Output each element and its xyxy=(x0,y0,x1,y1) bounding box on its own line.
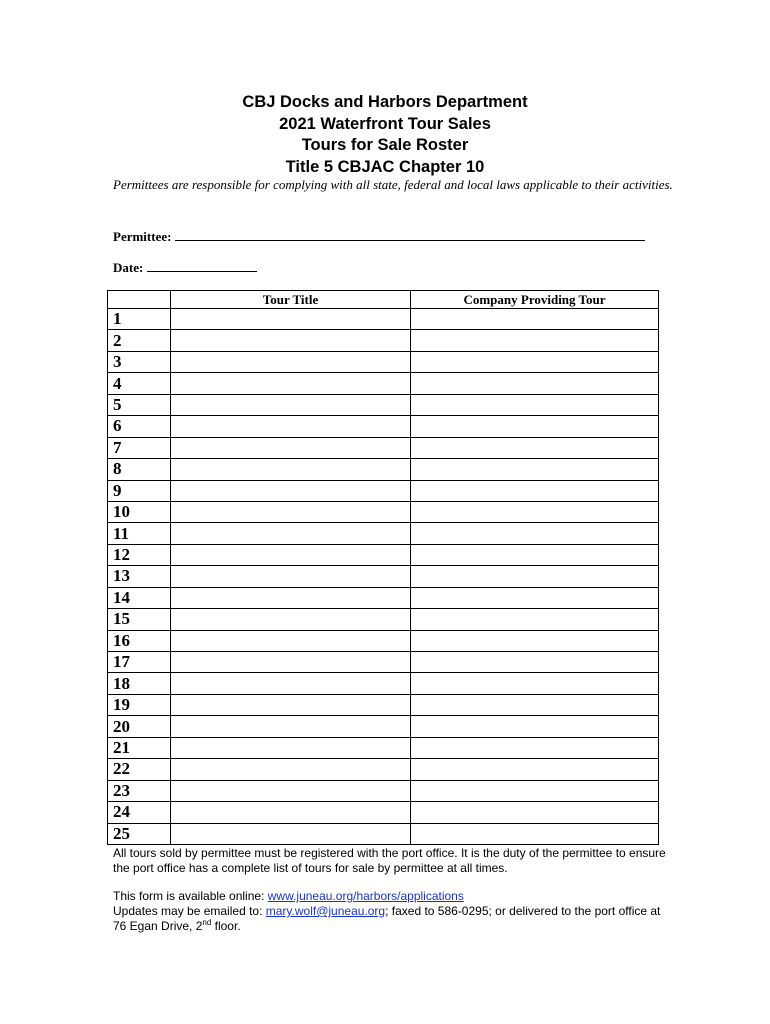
company-cell[interactable] xyxy=(411,802,659,823)
company-cell[interactable] xyxy=(411,566,659,587)
date-field xyxy=(113,260,257,276)
email-line xyxy=(113,904,673,934)
table-row xyxy=(108,587,659,608)
company-cell[interactable] xyxy=(411,587,659,608)
company-cell[interactable] xyxy=(411,780,659,801)
table-row xyxy=(108,330,659,351)
company-cell[interactable] xyxy=(411,351,659,372)
table-row xyxy=(108,394,659,415)
company-cell[interactable] xyxy=(411,630,659,651)
table-row xyxy=(108,309,659,330)
tour-title-cell[interactable] xyxy=(171,373,411,394)
company-cell[interactable] xyxy=(411,373,659,394)
row-number: 25 xyxy=(108,823,171,844)
table-row xyxy=(108,716,659,737)
row-number: 8 xyxy=(108,459,171,480)
tour-title-cell[interactable] xyxy=(171,673,411,694)
tour-title-cell[interactable] xyxy=(171,437,411,458)
company-cell[interactable] xyxy=(411,394,659,415)
company-cell[interactable] xyxy=(411,523,659,544)
row-number: 17 xyxy=(108,652,171,673)
email-suffix: ; faxed to 586-0295; or delivered to the port office at 76 Egan Drive, 2 xyxy=(113,904,661,933)
company-cell[interactable] xyxy=(411,544,659,565)
registration-notice: All tours sold by permittee must be registered with the port office. It is the duty of the permittee to ensure the port office has a complete list of tours for sale by permittee at all times. xyxy=(113,846,666,875)
tour-title-cell[interactable] xyxy=(171,501,411,522)
tour-title-cell[interactable] xyxy=(171,480,411,501)
table-row xyxy=(108,609,659,630)
table-header-row xyxy=(108,291,659,309)
permittee-label: Permittee: xyxy=(113,229,172,244)
row-number: 14 xyxy=(108,587,171,608)
tour-title-cell[interactable] xyxy=(171,759,411,780)
row-number: 23 xyxy=(108,780,171,801)
permittee-field xyxy=(113,229,645,245)
table-row xyxy=(108,544,659,565)
company-cell[interactable] xyxy=(411,501,659,522)
row-number: 16 xyxy=(108,630,171,651)
company-cell[interactable] xyxy=(411,416,659,437)
company-cell[interactable] xyxy=(411,609,659,630)
tour-title-cell[interactable] xyxy=(171,544,411,565)
company-cell[interactable] xyxy=(411,437,659,458)
company-cell[interactable] xyxy=(411,823,659,844)
row-number: 13 xyxy=(108,566,171,587)
company-cell[interactable] xyxy=(411,759,659,780)
tour-title-cell[interactable] xyxy=(171,459,411,480)
row-number: 7 xyxy=(108,437,171,458)
tour-title-cell[interactable] xyxy=(171,737,411,758)
row-number: 4 xyxy=(108,373,171,394)
tour-title-cell[interactable] xyxy=(171,694,411,715)
tour-title-cell[interactable] xyxy=(171,309,411,330)
date-blank-line[interactable] xyxy=(147,260,257,272)
company-cell[interactable] xyxy=(411,309,659,330)
tour-title-cell[interactable] xyxy=(171,394,411,415)
table-row xyxy=(108,523,659,544)
title-line-department: CBJ Docks and Harbors Department xyxy=(242,93,528,111)
column-header-tour-title: Tour Title xyxy=(171,291,411,309)
company-cell[interactable] xyxy=(411,652,659,673)
tour-title-cell[interactable] xyxy=(171,587,411,608)
table-row xyxy=(108,759,659,780)
row-number: 6 xyxy=(108,416,171,437)
column-header-company: Company Providing Tour xyxy=(411,291,659,309)
tour-title-cell[interactable] xyxy=(171,802,411,823)
row-number: 2 xyxy=(108,330,171,351)
floor-suffix: floor. xyxy=(211,919,241,933)
row-number: 22 xyxy=(108,759,171,780)
company-cell[interactable] xyxy=(411,716,659,737)
company-cell[interactable] xyxy=(411,737,659,758)
contact-info xyxy=(113,889,673,934)
row-number: 9 xyxy=(108,480,171,501)
tour-title-cell[interactable] xyxy=(171,523,411,544)
tour-title-cell[interactable] xyxy=(171,716,411,737)
tour-title-cell[interactable] xyxy=(171,566,411,587)
row-number: 12 xyxy=(108,544,171,565)
company-cell[interactable] xyxy=(411,673,659,694)
table-row xyxy=(108,373,659,394)
table-row xyxy=(108,673,659,694)
roster-table xyxy=(107,290,659,845)
table-row xyxy=(108,652,659,673)
tour-title-cell[interactable] xyxy=(171,351,411,372)
table-row xyxy=(108,501,659,522)
online-line xyxy=(113,889,673,904)
date-label: Date: xyxy=(113,260,144,275)
row-number: 19 xyxy=(108,694,171,715)
row-number: 1 xyxy=(108,309,171,330)
online-prefix: This form is available online: xyxy=(113,889,268,903)
title-line-roster: Tours for Sale Roster xyxy=(301,136,469,154)
email-prefix: Updates may be emailed to: xyxy=(113,904,266,918)
table-row xyxy=(108,694,659,715)
table-row xyxy=(108,737,659,758)
permittee-blank-line[interactable] xyxy=(175,229,645,241)
document-title xyxy=(0,92,770,178)
company-cell[interactable] xyxy=(411,480,659,501)
table-row xyxy=(108,802,659,823)
table-row xyxy=(108,823,659,844)
title-line-chapter: Title 5 CBJAC Chapter 10 xyxy=(285,157,485,176)
table-row xyxy=(108,437,659,458)
table-row xyxy=(108,566,659,587)
email-link[interactable]: mary.wolf@juneau.org xyxy=(265,904,386,918)
row-number: 15 xyxy=(108,609,171,630)
table-row xyxy=(108,480,659,501)
row-number: 20 xyxy=(108,716,171,737)
tour-title-cell[interactable] xyxy=(171,652,411,673)
row-number: 18 xyxy=(108,673,171,694)
tour-title-cell[interactable] xyxy=(171,416,411,437)
intro-text: Permittees are responsible for complying with all state, federal and local laws applicable to their activities. xyxy=(113,177,673,192)
company-cell[interactable] xyxy=(411,694,659,715)
tour-title-cell[interactable] xyxy=(171,630,411,651)
table-row xyxy=(108,780,659,801)
tour-title-cell[interactable] xyxy=(171,609,411,630)
row-number: 5 xyxy=(108,394,171,415)
company-cell[interactable] xyxy=(411,459,659,480)
table-row xyxy=(108,630,659,651)
tour-title-cell[interactable] xyxy=(171,780,411,801)
table-row xyxy=(108,416,659,437)
table-row xyxy=(108,351,659,372)
tour-title-cell[interactable] xyxy=(171,330,411,351)
row-number: 24 xyxy=(108,802,171,823)
title-line-tour-sales: 2021 Waterfront Tour Sales xyxy=(279,114,491,133)
row-number: 3 xyxy=(108,351,171,372)
floor-superscript: nd xyxy=(202,918,212,927)
applications-link[interactable]: www.juneau.org/harbors/applications xyxy=(267,889,464,903)
table-row xyxy=(108,459,659,480)
row-number: 11 xyxy=(108,523,171,544)
company-cell[interactable] xyxy=(411,330,659,351)
tour-title-cell[interactable] xyxy=(171,823,411,844)
row-number: 21 xyxy=(108,737,171,758)
column-header-number xyxy=(108,291,171,309)
row-number: 10 xyxy=(108,501,171,522)
